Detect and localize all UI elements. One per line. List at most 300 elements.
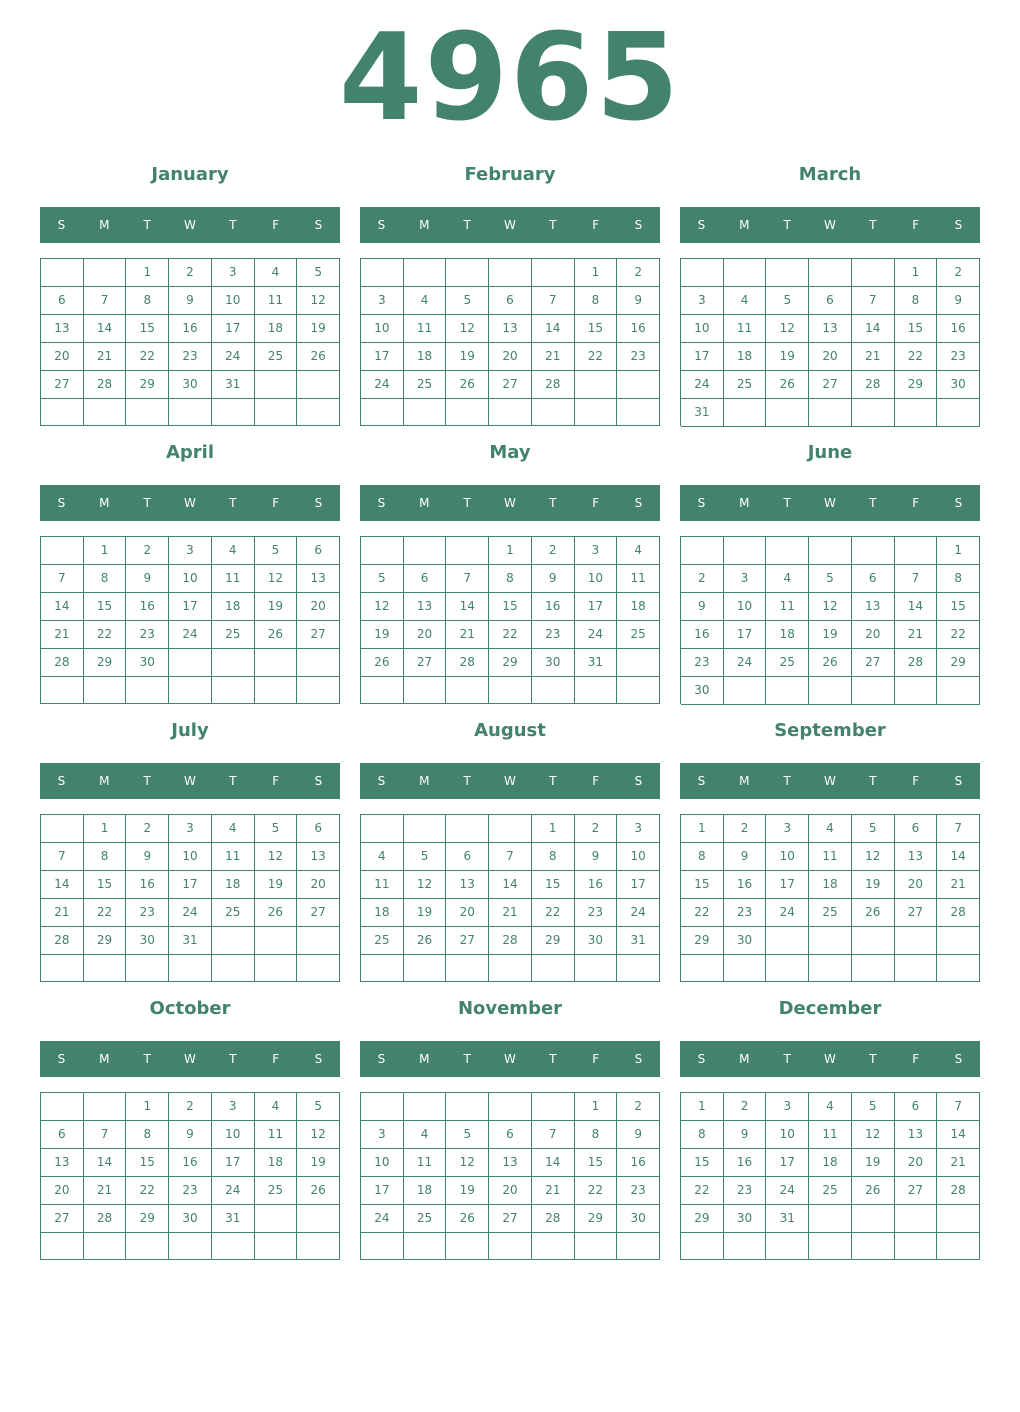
day-cell: 17 — [681, 343, 724, 371]
day-cell: 6 — [809, 287, 852, 315]
day-cell — [489, 677, 532, 704]
day-cell: 1 — [575, 1093, 618, 1121]
day-cell: 21 — [937, 1149, 980, 1177]
day-cell: 30 — [575, 927, 618, 955]
day-cell: 31 — [617, 927, 660, 955]
weekday-label: T — [549, 1052, 557, 1066]
day-cell — [852, 259, 895, 287]
weekday-label: M — [739, 218, 750, 232]
day-cell: 20 — [297, 871, 340, 899]
weekday-label: F — [592, 496, 600, 510]
day-cell: 30 — [169, 371, 212, 399]
day-cell: 26 — [297, 343, 340, 371]
day-cell: 25 — [724, 371, 767, 399]
day-cell: 15 — [575, 1149, 618, 1177]
day-cell: 17 — [724, 621, 767, 649]
day-cell — [575, 1233, 618, 1260]
day-cell: 3 — [617, 815, 660, 843]
day-cell — [617, 955, 660, 982]
day-cell — [766, 927, 809, 955]
day-cell — [809, 399, 852, 427]
day-cell: 31 — [212, 371, 255, 399]
weekday-label: T — [463, 774, 471, 788]
day-cell: 30 — [126, 927, 169, 955]
weekday-label: S — [377, 1052, 386, 1066]
day-cell: 22 — [126, 1177, 169, 1205]
day-cell: 9 — [681, 593, 724, 621]
day-cell — [617, 371, 660, 399]
day-cell: 29 — [532, 927, 575, 955]
day-cell: 12 — [404, 871, 447, 899]
weekday-label: S — [634, 1052, 643, 1066]
day-cell: 17 — [575, 593, 618, 621]
day-cell: 16 — [575, 871, 618, 899]
weekday-label: T — [143, 496, 151, 510]
day-cell: 7 — [41, 843, 84, 871]
weekday-label: S — [634, 496, 643, 510]
day-cell: 12 — [297, 1121, 340, 1149]
weekday-label: S — [57, 218, 66, 232]
weekday-label: T — [783, 496, 791, 510]
day-cell: 24 — [361, 1205, 404, 1233]
day-cell: 27 — [404, 649, 447, 677]
day-cell: 31 — [212, 1205, 255, 1233]
day-cell: 11 — [766, 593, 809, 621]
day-cell: 22 — [575, 343, 618, 371]
day-cell — [255, 1233, 298, 1260]
day-cell: 16 — [126, 593, 169, 621]
day-cell: 11 — [617, 565, 660, 593]
day-cell: 4 — [404, 287, 447, 315]
day-cell — [84, 259, 127, 287]
day-cell: 1 — [681, 1093, 724, 1121]
day-cell: 1 — [84, 815, 127, 843]
weekday-label: F — [592, 218, 600, 232]
day-cell: 8 — [895, 287, 938, 315]
day-cell: 4 — [361, 843, 404, 871]
weekday-label: S — [954, 218, 963, 232]
day-cell: 21 — [937, 871, 980, 899]
month-name: January — [151, 164, 229, 185]
day-cell: 2 — [681, 565, 724, 593]
day-cell: 1 — [895, 259, 938, 287]
day-cell — [895, 677, 938, 705]
weekday-label: T — [783, 774, 791, 788]
day-cell: 26 — [297, 1177, 340, 1205]
day-cell: 6 — [895, 815, 938, 843]
day-cell — [575, 677, 618, 704]
month-10 — [40, 995, 340, 1260]
weekday-label: F — [592, 774, 600, 788]
day-cell: 16 — [169, 1149, 212, 1177]
day-cell — [169, 399, 212, 426]
day-cell: 22 — [84, 899, 127, 927]
day-cell: 29 — [126, 371, 169, 399]
day-cell: 1 — [489, 537, 532, 565]
day-cell: 27 — [489, 1205, 532, 1233]
weekday-label: W — [504, 218, 516, 232]
day-cell: 29 — [937, 649, 980, 677]
day-cell — [489, 1093, 532, 1121]
day-cell: 5 — [852, 815, 895, 843]
day-cell — [532, 1233, 575, 1260]
day-cell — [212, 677, 255, 704]
day-cell: 13 — [489, 1149, 532, 1177]
day-cell: 3 — [361, 287, 404, 315]
day-cell — [489, 815, 532, 843]
day-cell: 15 — [489, 593, 532, 621]
day-cell: 6 — [446, 843, 489, 871]
day-cell: 5 — [255, 537, 298, 565]
day-cell: 4 — [255, 259, 298, 287]
day-cell: 17 — [766, 871, 809, 899]
day-cell: 9 — [617, 287, 660, 315]
weekday-label: F — [272, 496, 280, 510]
day-cell: 8 — [575, 287, 618, 315]
day-cell: 4 — [809, 1093, 852, 1121]
weekday-label: M — [739, 774, 750, 788]
day-cell: 24 — [169, 899, 212, 927]
day-cell — [724, 399, 767, 427]
day-cell: 25 — [617, 621, 660, 649]
day-cell: 23 — [681, 649, 724, 677]
day-cell: 16 — [617, 1149, 660, 1177]
day-cell — [575, 399, 618, 426]
day-cell: 13 — [404, 593, 447, 621]
day-cell: 9 — [169, 1121, 212, 1149]
day-cell: 21 — [84, 1177, 127, 1205]
month-name: December — [778, 998, 882, 1019]
day-cell: 19 — [852, 1149, 895, 1177]
month-5 — [360, 439, 660, 704]
day-cell: 19 — [446, 1177, 489, 1205]
day-cell: 13 — [41, 315, 84, 343]
day-cell: 14 — [446, 593, 489, 621]
day-cell: 14 — [489, 871, 532, 899]
day-cell: 11 — [255, 1121, 298, 1149]
day-cell: 12 — [255, 565, 298, 593]
day-cell: 11 — [809, 843, 852, 871]
day-cell: 3 — [169, 537, 212, 565]
weekday-label: T — [869, 774, 877, 788]
weekday-label: F — [912, 218, 920, 232]
day-cell — [297, 927, 340, 955]
day-cell: 10 — [766, 843, 809, 871]
day-cell: 9 — [169, 287, 212, 315]
day-cell: 31 — [575, 649, 618, 677]
day-cell: 11 — [212, 565, 255, 593]
month-name: March — [798, 164, 862, 185]
weekday-header — [360, 485, 660, 521]
day-cell: 9 — [575, 843, 618, 871]
day-cell — [852, 927, 895, 955]
day-cell — [169, 649, 212, 677]
day-cell — [489, 955, 532, 982]
day-cell: 8 — [575, 1121, 618, 1149]
month-name: September — [774, 720, 886, 741]
day-cell — [255, 1205, 298, 1233]
day-cell: 24 — [617, 899, 660, 927]
day-cell: 3 — [169, 815, 212, 843]
day-cell — [852, 1233, 895, 1260]
day-cell: 14 — [532, 1149, 575, 1177]
day-cell — [297, 1205, 340, 1233]
day-cell — [255, 955, 298, 982]
day-cell: 16 — [937, 315, 980, 343]
day-cell — [361, 259, 404, 287]
day-cell: 21 — [41, 899, 84, 927]
day-cell: 22 — [532, 899, 575, 927]
weekday-label: S — [314, 496, 323, 510]
day-cell: 28 — [84, 371, 127, 399]
day-cell: 27 — [297, 621, 340, 649]
day-cell: 20 — [489, 1177, 532, 1205]
day-cell: 2 — [724, 815, 767, 843]
day-cell — [297, 371, 340, 399]
day-cell: 18 — [809, 871, 852, 899]
weekday-header — [680, 207, 980, 243]
day-cell — [617, 1233, 660, 1260]
day-cell — [84, 955, 127, 982]
day-cell: 20 — [404, 621, 447, 649]
day-cell — [724, 259, 767, 287]
month-6 — [680, 439, 980, 704]
day-cell: 29 — [895, 371, 938, 399]
day-cell — [532, 399, 575, 426]
day-cell: 30 — [532, 649, 575, 677]
day-cell: 18 — [212, 593, 255, 621]
day-cell: 15 — [126, 1149, 169, 1177]
day-grid — [360, 814, 660, 982]
day-cell: 26 — [809, 649, 852, 677]
day-cell: 19 — [809, 621, 852, 649]
day-grid — [680, 1092, 980, 1260]
weekday-label: T — [783, 218, 791, 232]
day-cell — [895, 955, 938, 982]
weekday-label: M — [99, 774, 110, 788]
day-cell: 26 — [255, 899, 298, 927]
day-cell: 18 — [404, 1177, 447, 1205]
weekday-label: T — [229, 1052, 237, 1066]
day-cell — [41, 537, 84, 565]
day-cell: 25 — [809, 899, 852, 927]
day-cell: 14 — [532, 315, 575, 343]
day-cell: 23 — [617, 1177, 660, 1205]
weekday-label: W — [824, 1052, 836, 1066]
day-cell — [41, 259, 84, 287]
day-cell: 4 — [724, 287, 767, 315]
day-cell: 14 — [937, 843, 980, 871]
day-cell: 12 — [852, 843, 895, 871]
day-cell: 9 — [126, 843, 169, 871]
day-cell: 7 — [84, 1121, 127, 1149]
day-cell — [446, 815, 489, 843]
day-cell: 25 — [404, 1205, 447, 1233]
day-cell: 7 — [937, 815, 980, 843]
weekday-label: W — [504, 496, 516, 510]
day-cell — [212, 649, 255, 677]
day-cell: 13 — [895, 1121, 938, 1149]
day-cell — [361, 677, 404, 704]
day-cell — [446, 259, 489, 287]
day-grid — [680, 258, 980, 426]
day-cell: 12 — [255, 843, 298, 871]
day-cell: 21 — [84, 343, 127, 371]
day-cell: 15 — [84, 593, 127, 621]
month-8 — [360, 717, 660, 982]
day-cell: 25 — [212, 899, 255, 927]
day-cell: 28 — [937, 899, 980, 927]
day-cell: 6 — [41, 1121, 84, 1149]
day-cell: 9 — [126, 565, 169, 593]
day-cell — [532, 1093, 575, 1121]
day-cell: 5 — [404, 843, 447, 871]
day-cell — [255, 399, 298, 426]
day-cell: 16 — [724, 1149, 767, 1177]
day-cell: 11 — [361, 871, 404, 899]
day-cell — [169, 1233, 212, 1260]
weekday-label: T — [143, 1052, 151, 1066]
day-cell: 7 — [446, 565, 489, 593]
day-cell — [404, 677, 447, 704]
day-cell: 23 — [126, 621, 169, 649]
day-cell: 23 — [617, 343, 660, 371]
day-cell: 27 — [297, 899, 340, 927]
weekday-label: W — [184, 496, 196, 510]
day-cell: 13 — [297, 565, 340, 593]
day-cell: 5 — [852, 1093, 895, 1121]
weekday-label: W — [824, 496, 836, 510]
weekday-label: W — [184, 218, 196, 232]
day-cell — [41, 955, 84, 982]
day-cell: 16 — [724, 871, 767, 899]
day-cell — [489, 259, 532, 287]
day-cell: 5 — [446, 1121, 489, 1149]
weekday-label: F — [272, 1052, 280, 1066]
day-cell — [895, 537, 938, 565]
day-cell: 28 — [937, 1177, 980, 1205]
day-cell: 29 — [84, 927, 127, 955]
day-cell: 26 — [852, 1177, 895, 1205]
day-cell: 16 — [617, 315, 660, 343]
day-cell: 5 — [297, 259, 340, 287]
day-cell: 3 — [575, 537, 618, 565]
weekday-header — [360, 207, 660, 243]
day-cell: 11 — [255, 287, 298, 315]
weekday-label: T — [229, 774, 237, 788]
day-cell: 17 — [361, 343, 404, 371]
day-cell: 27 — [895, 899, 938, 927]
day-cell: 3 — [212, 1093, 255, 1121]
day-cell: 17 — [617, 871, 660, 899]
day-cell: 9 — [724, 843, 767, 871]
day-cell: 3 — [766, 815, 809, 843]
day-cell: 8 — [681, 1121, 724, 1149]
weekday-label: W — [504, 1052, 516, 1066]
day-cell — [169, 677, 212, 704]
day-cell: 30 — [126, 649, 169, 677]
month-2 — [360, 161, 660, 426]
day-cell: 28 — [84, 1205, 127, 1233]
day-cell: 10 — [361, 1149, 404, 1177]
day-cell: 24 — [681, 371, 724, 399]
day-cell — [766, 399, 809, 427]
day-cell: 3 — [766, 1093, 809, 1121]
day-cell: 20 — [446, 899, 489, 927]
day-cell: 15 — [532, 871, 575, 899]
day-cell: 24 — [575, 621, 618, 649]
day-cell — [532, 955, 575, 982]
day-cell: 8 — [84, 843, 127, 871]
day-cell — [255, 677, 298, 704]
day-cell — [617, 649, 660, 677]
weekday-label: S — [697, 218, 706, 232]
weekday-label: M — [99, 1052, 110, 1066]
day-cell: 19 — [446, 343, 489, 371]
day-cell: 28 — [489, 927, 532, 955]
day-cell: 15 — [575, 315, 618, 343]
day-cell: 4 — [212, 815, 255, 843]
weekday-label: S — [314, 774, 323, 788]
day-cell: 28 — [41, 649, 84, 677]
day-cell: 7 — [532, 1121, 575, 1149]
day-cell: 13 — [895, 843, 938, 871]
day-cell: 19 — [404, 899, 447, 927]
day-cell: 19 — [766, 343, 809, 371]
day-cell: 5 — [297, 1093, 340, 1121]
weekday-label: S — [954, 774, 963, 788]
day-cell — [404, 399, 447, 426]
day-cell: 11 — [404, 1149, 447, 1177]
day-cell: 9 — [937, 287, 980, 315]
weekday-header — [40, 207, 340, 243]
day-cell: 20 — [489, 343, 532, 371]
day-cell: 2 — [169, 259, 212, 287]
day-cell — [766, 955, 809, 982]
day-cell: 10 — [169, 843, 212, 871]
day-cell — [852, 1205, 895, 1233]
month-9 — [680, 717, 980, 982]
day-cell: 17 — [212, 315, 255, 343]
weekday-label: W — [824, 218, 836, 232]
day-cell: 23 — [126, 899, 169, 927]
day-cell: 27 — [41, 371, 84, 399]
weekday-label: S — [57, 496, 66, 510]
day-cell — [681, 955, 724, 982]
month-1 — [40, 161, 340, 426]
weekday-header — [40, 763, 340, 799]
day-cell: 2 — [575, 815, 618, 843]
day-cell — [446, 1093, 489, 1121]
weekday-label: S — [954, 496, 963, 510]
day-cell: 4 — [404, 1121, 447, 1149]
day-cell — [361, 815, 404, 843]
day-cell: 26 — [361, 649, 404, 677]
day-cell — [297, 955, 340, 982]
day-cell: 4 — [809, 815, 852, 843]
day-cell — [446, 1233, 489, 1260]
weekday-label: M — [419, 774, 430, 788]
day-cell: 23 — [937, 343, 980, 371]
day-cell: 19 — [255, 871, 298, 899]
day-cell: 12 — [297, 287, 340, 315]
day-cell — [852, 537, 895, 565]
day-cell: 8 — [489, 565, 532, 593]
day-cell: 22 — [126, 343, 169, 371]
day-cell: 25 — [404, 371, 447, 399]
day-cell — [766, 1233, 809, 1260]
day-cell — [404, 1233, 447, 1260]
